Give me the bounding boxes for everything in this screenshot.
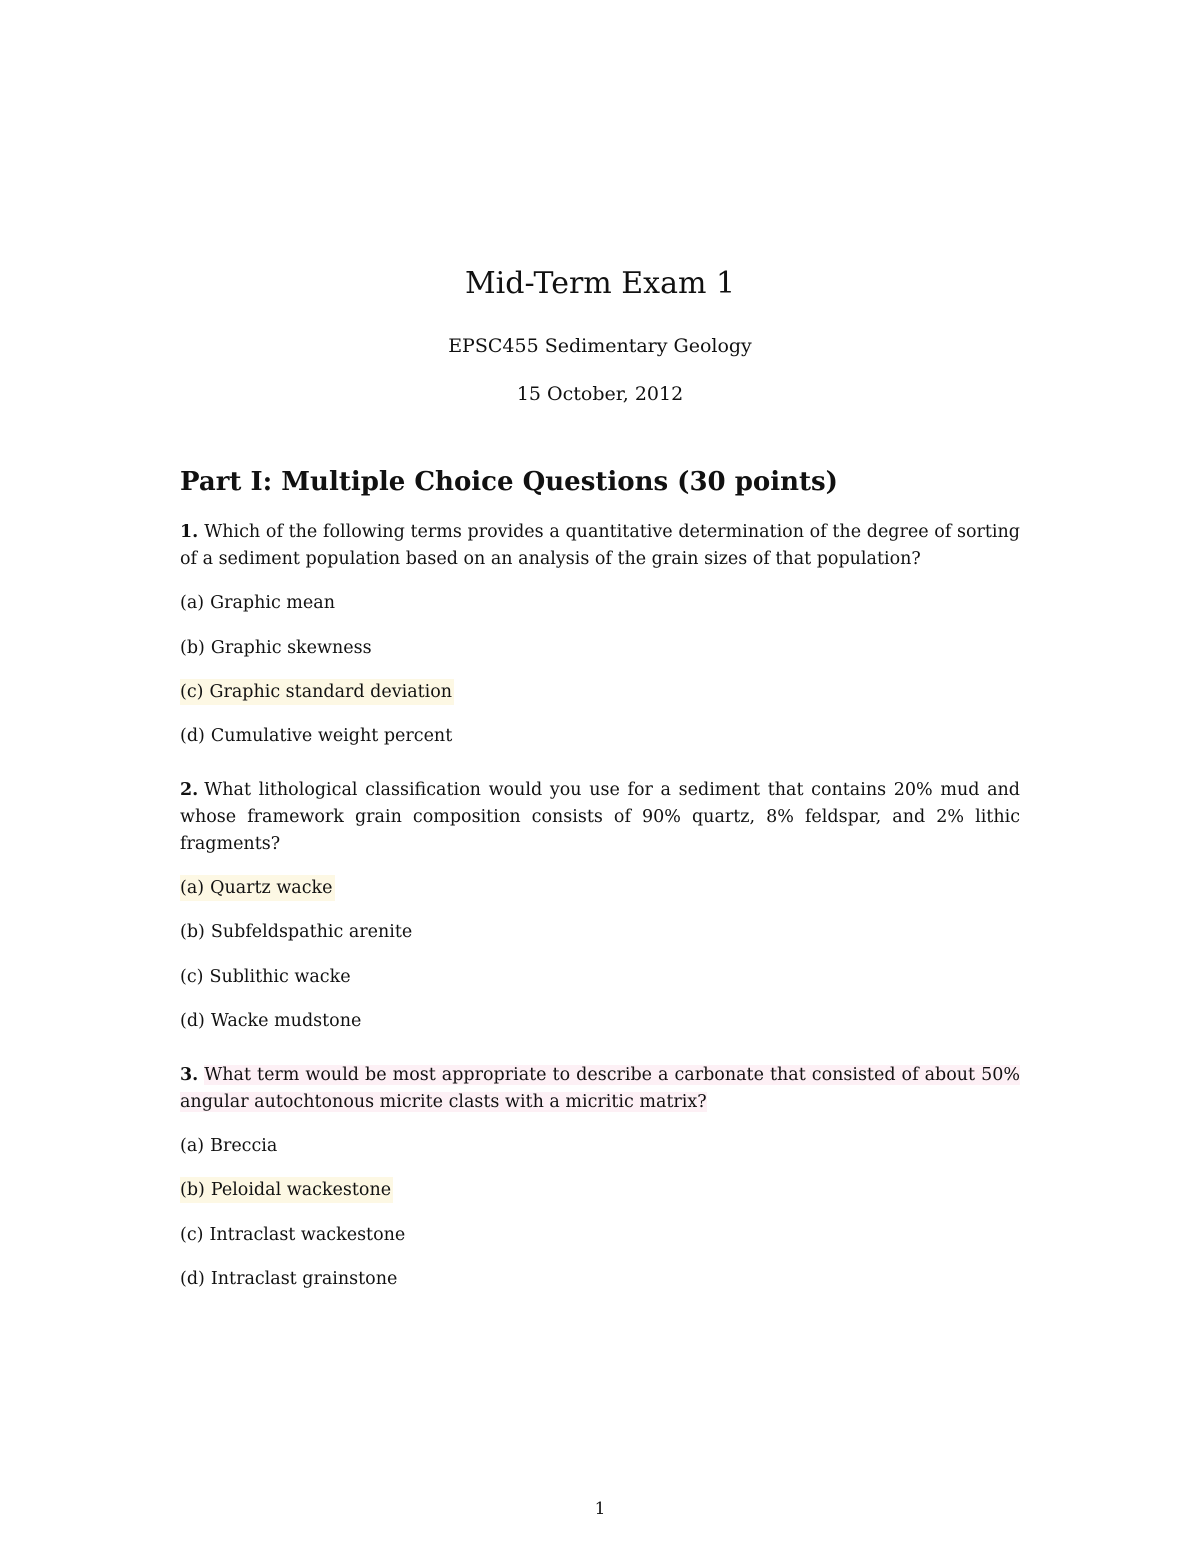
option-label: (a) [180, 878, 205, 898]
q3-option-c[interactable] [180, 1222, 405, 1248]
option-text: Intraclast grainstone [210, 1269, 398, 1289]
q1-option-a[interactable] [180, 590, 335, 616]
question-number: 3. [180, 1065, 199, 1085]
question-number: 1. [180, 522, 199, 542]
option-text: Cumulative weight percent [210, 726, 453, 746]
option-label: (b) [180, 922, 205, 942]
q3-option-d[interactable] [180, 1266, 397, 1292]
question-text: What lithological classification would you use for a sediment that contains 20% mud and whose framework grain composition consists of 90% quartz, 8% feldspar, and 2% lithic fragments? [180, 780, 1020, 854]
option-label: (c) [180, 682, 204, 702]
q1-option-b[interactable] [180, 635, 372, 661]
option-text: Intraclast wackestone [209, 1225, 406, 1245]
option-label: (d) [180, 726, 205, 746]
q1-option-c[interactable] [180, 679, 454, 705]
question-3 [180, 1062, 1020, 1116]
q3-option-a[interactable] [180, 1133, 277, 1159]
option-label: (d) [180, 1269, 205, 1289]
question-number: 2. [180, 780, 199, 800]
option-text: Breccia [210, 1136, 278, 1156]
question-1 [180, 519, 1020, 573]
page-number: 1 [594, 1499, 606, 1519]
option-text: Graphic skewness [210, 638, 372, 658]
exam-date: 15 October, 2012 [516, 383, 684, 405]
q2-option-c[interactable] [180, 964, 351, 990]
exam-title: Mid-Term Exam 1 [464, 266, 736, 301]
question-2 [180, 777, 1020, 858]
option-label: (c) [180, 1225, 204, 1245]
option-text: Sublithic wacke [209, 967, 351, 987]
option-label: (b) [180, 1180, 205, 1200]
course-name: EPSC455 Sedimentary Geology [448, 335, 752, 357]
q2-option-a[interactable] [180, 875, 335, 901]
option-text: Quartz wacke [210, 878, 333, 898]
option-label: (c) [180, 967, 204, 987]
question-text: Which of the following terms provides a quantitative determination of the degree of sorting of a sediment population based on an analysis of the grain sizes of that population? [180, 522, 1020, 569]
part-heading: Part I: Multiple Choice Questions (30 points) [180, 467, 838, 497]
option-text: Subfeldspathic arenite [210, 922, 413, 942]
q2-option-d[interactable] [180, 1008, 361, 1034]
question-text: What term would be most appropriate to describe a carbonate that consisted of about 50% angular autochtonous micrite clasts with a micritic matrix? [180, 1065, 1020, 1112]
q1-option-d[interactable] [180, 723, 452, 749]
q2-option-b[interactable] [180, 919, 412, 945]
q3-option-b[interactable] [180, 1177, 393, 1203]
option-label: (a) [180, 593, 205, 613]
option-text: Graphic standard deviation [209, 682, 453, 702]
option-text: Peloidal wackestone [210, 1180, 392, 1200]
option-label: (d) [180, 1011, 205, 1031]
option-text: Wacke mudstone [210, 1011, 362, 1031]
option-label: (a) [180, 1136, 205, 1156]
option-text: Graphic mean [210, 593, 335, 613]
option-label: (b) [180, 638, 205, 658]
